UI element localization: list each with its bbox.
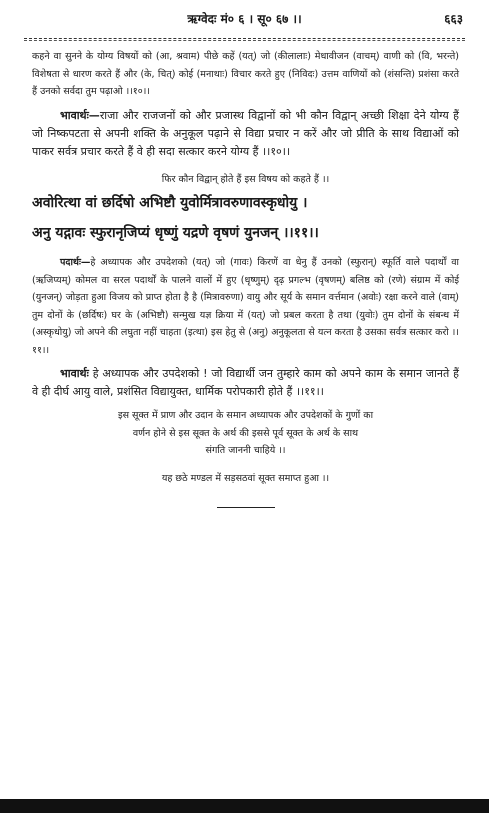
padarth-label: पदार्थः— [60, 257, 91, 268]
header-rule [24, 38, 465, 39]
sangati-line-3: संगति जाननी चाहिये ।। [205, 445, 286, 456]
bhavarth-paragraph-11 [32, 365, 459, 401]
page-header [24, 4, 465, 32]
bhavarth-label-11: भावार्थः [60, 367, 89, 380]
scan-edge [0, 799, 489, 813]
bhavarth-label: भावार्थः— [60, 108, 100, 122]
bhavarth-paragraph-10 [32, 107, 459, 161]
padarth-text: हे अध्यापक और उपदेशको (यत्) जो (गावः) किरणें वा धेनु हैं उनको (स्फुरान्) स्फूर्ति वाले पदार्थों वा (ऋजिप्यम्) कोमल वा सरल पदार्थों के पालने वालों में हुए (धृष्णुम्) दृढ़ प्रगल्भ (वृषणम्) बलिष्ठ को (रणे) संग्राम में कोई (युनजन्) जोड़ता हुआ विजय को प्राप्त होता है है (मित्रावरुणा) वायु और सूर्य के समान वर्त्तमान (अवोः) रक्षा करने वाले (वाम्) तुम दोनों के (छर्दिषः) घर के (अभिष्टौ) सन्मुख यज्ञ क्रिया में (यत्) जो प्रबल करता है तथा (युवोः) तुम दोनों के संबन्ध में (अस्कृधोयु) जो अपने की लघुता नहीं चाहता (इत्था) इस हेतु से (अनु) अनुकूलता से यत्न करता है उसका सर्वत्र सत्कार करो ।।११।। [32, 257, 459, 356]
sangati-line-2: वर्णन होने से इस सूक्त के अर्थ की इससे पूर्व सूक्त के अर्थ के साथ [132, 427, 359, 439]
closing-rule [217, 507, 275, 508]
mantra-intro: फिर कौन विद्वान् होते हैं इस विषय को कहते हैं ।। [161, 173, 330, 185]
padarth-paragraph-11 [32, 254, 459, 359]
sangati-line-1: इस सूक्त में प्राण और उदान के समान अध्यापक और उपदेशकों के गुणों का [117, 410, 374, 421]
sukta-closing: यह छठे मण्डल में सड़सठवां सूक्त समाप्त हुआ ।। [161, 472, 330, 484]
continued-padarth-text: कहने वा सुनने के योग्य विषयों को (आ, श्रवाम) पीछे कहें (यत्) जो (कीलालाः) मेधावीजन (वाचम्) वाणी को (वि, भरन्ते) विशेषता से धारण करते हैं और (के, चित्) कोई (मनाथाः) विचार करते हुए (निविदः) उत्तम वाणियों को (शंसन्ति) प्रशंसा करते हैं उनको सर्वदा तुम पढ़ाओ ।।१०।। [32, 51, 459, 97]
page-number: ६६३ [444, 12, 463, 26]
bhavarth-text: राजा और राजजनों को और प्रजास्थ विद्वानों को भी कौन विद्वान् अच्छी शिक्षा देने योग्य हैं जो निष्कपटता से अपनी शक्ति के अनुकूल पढ़ाने से विद्या प्रचार न करें और जो प्रीति के साथ विद्याओं को पाकर सर्वत्र प्रचार करते हैं वे ही सदा सत्कार करने योग्य हैं ।।१०।। [32, 108, 459, 158]
mantra-line-2: अनु यद्गावः स्फुरानृजिप्यं धृष्णुं यद्रणे वृषणं युनजन् ।।११।। [32, 225, 319, 241]
header-rule-second [24, 40, 465, 41]
bhavarth-text-11: हे अध्यापक और उपदेशको ! जो विद्यार्थी जन तुम्हारे काम को अपने काम के समान जानते हैं वे ही दीर्घ आयु वाले, प्रशंसित विद्यायुक्त, धार्मिक परोपकारी होते हैं ।।११।। [32, 367, 460, 398]
running-head: ऋग्वेदः मं० ६ । सू० ६७ ।। [187, 11, 302, 26]
mantra-line-1: अवोरित्था वां छर्दिषो अभिष्टौ युवोर्मित्रावरुणावस्कृधोयु । [32, 195, 308, 211]
page-body [32, 48, 459, 508]
